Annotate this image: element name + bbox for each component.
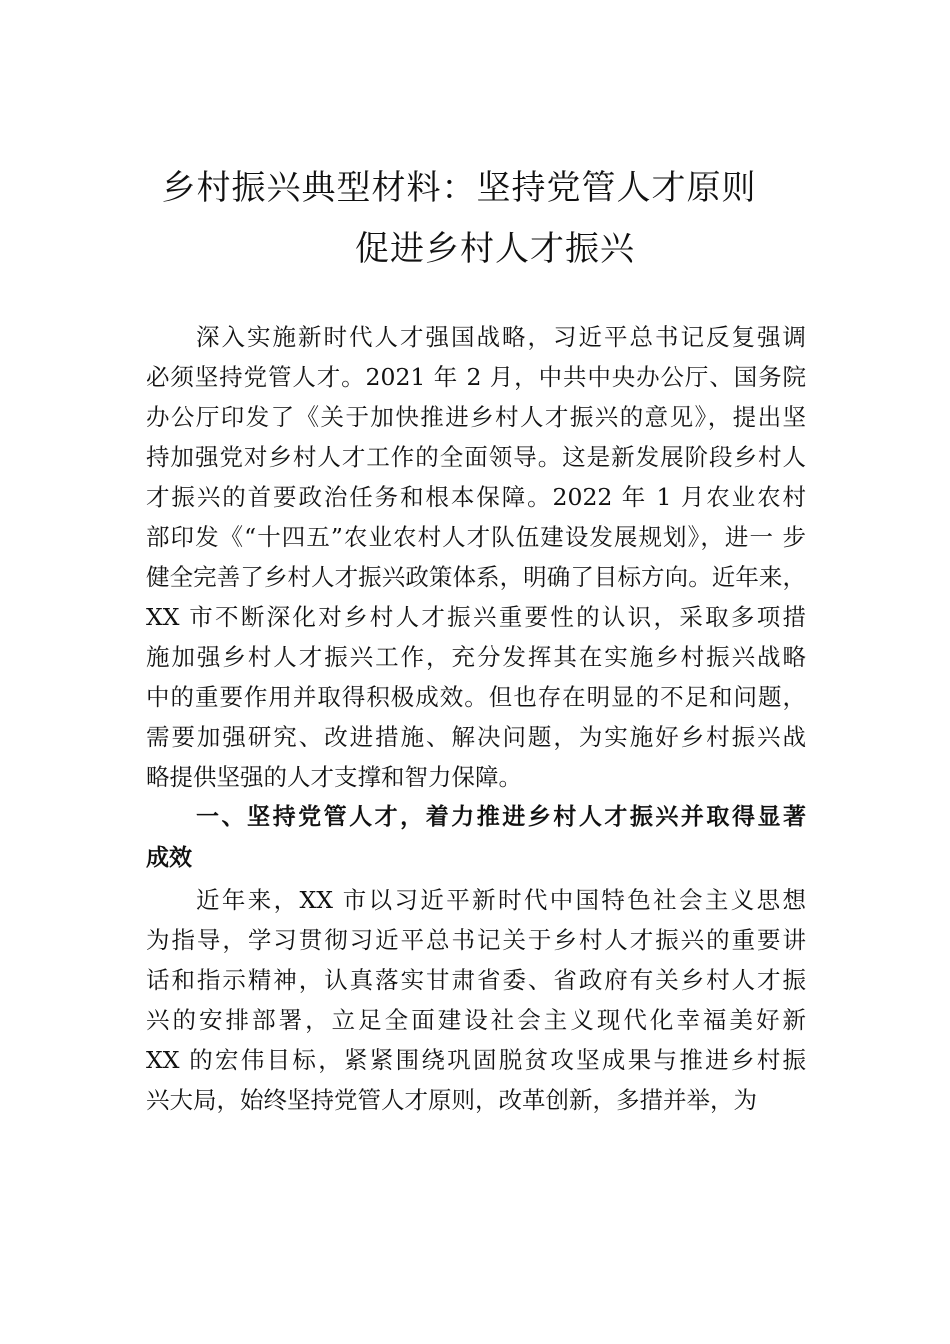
- paragraph-line: 施加强乡村人才振兴工作，充分发挥其在实施乡村振兴战略: [146, 643, 806, 671]
- paragraph-line: 话和指示精神，认真落实甘肃省委、省政府有关乡村人才振: [146, 966, 806, 994]
- paragraph-line: 部印发《“十四五”农业农村人才队伍建设发展规划》，进一 步: [146, 523, 806, 551]
- paragraph-line: 持加强党对乡村人才工作的全面领导。这是新发展阶段乡村人: [146, 443, 806, 471]
- paragraph-line: 兴大局，始终坚持党管人才原则，改革创新，多措并举，为: [146, 1086, 757, 1114]
- paragraph-line: 近年来，XX 市以习近平新时代中国特色社会主义思想: [196, 886, 806, 914]
- paragraph-line: 才振兴的首要政治任务和根本保障。2022 年 1 月农业农村: [146, 483, 806, 511]
- paragraph-line: 需要加强研究、改进措施、解决问题，为实施好乡村振兴战: [146, 723, 806, 751]
- paragraph-line: 兴的安排部署，立足全面建设社会主义现代化幸福美好新: [146, 1006, 806, 1034]
- paragraph-line: 健全完善了乡村人才振兴政策体系，明确了目标方向。近年来，: [146, 563, 806, 591]
- paragraph-line: XX 的宏伟目标，紧紧围绕巩固脱贫攻坚成果与推进乡村振: [146, 1046, 806, 1074]
- paragraph-line: 略提供坚强的人才支撑和智力保障。: [146, 763, 522, 791]
- section-heading-line: 成效: [146, 845, 192, 871]
- paragraph-line: 中的重要作用并取得积极成效。但也存在明显的不足和问题，: [146, 683, 806, 711]
- paragraph-line: 为指导，学习贯彻习近平总书记关于乡村人才振兴的重要讲: [146, 926, 806, 954]
- document-title-line-1: 乡村振兴典型材料：坚持党管人才原则: [161, 168, 757, 208]
- section-heading-line: 一、坚持党管人才，着力推进乡村人才振兴并取得显著: [196, 804, 806, 830]
- paragraph-line: XX 市不断深化对乡村人才振兴重要性的认识，采取多项措: [146, 603, 806, 631]
- paragraph-line: 必须坚持党管人才。2021 年 2 月，中共中央办公厅、国务院: [146, 363, 806, 391]
- paragraph-line: 深入实施新时代人才强国战略，习近平总书记反复强调: [196, 323, 806, 351]
- paragraph-line: 办公厅印发了《关于加快推进乡村人才振兴的意见》，提出坚: [146, 403, 806, 431]
- document-title-line-2: 促进乡村人才振兴: [355, 229, 635, 269]
